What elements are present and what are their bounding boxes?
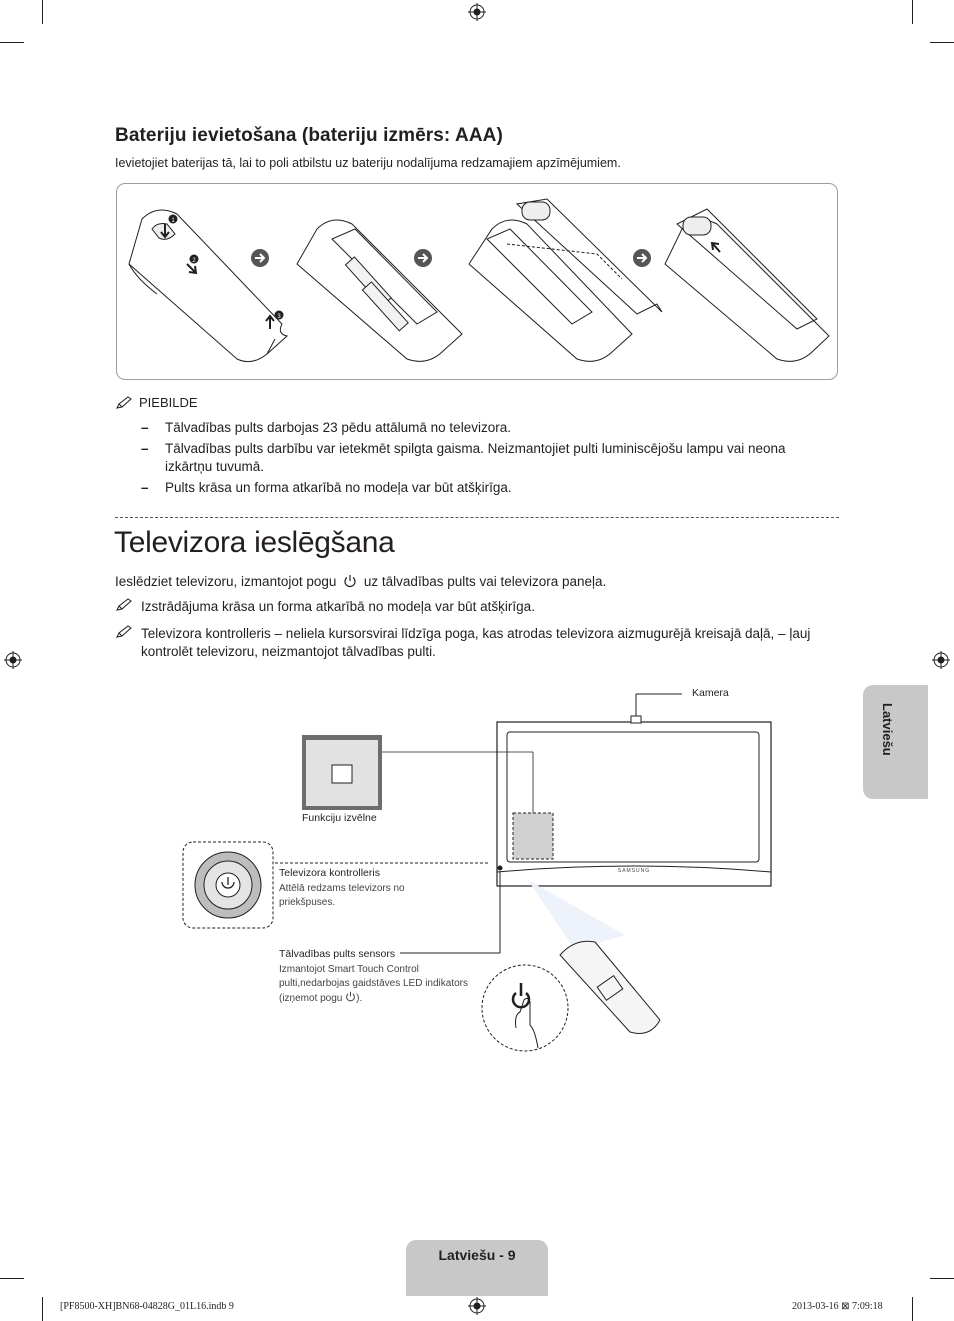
list-item: – Tālvadības pults darbojas 23 pēdu attālumā no televizora. [141, 420, 511, 435]
note-label: PIEBILDE [139, 395, 198, 410]
crop-mark [42, 0, 43, 24]
power-icon [345, 991, 356, 1002]
pencil-note [115, 625, 837, 661]
crop-mark [912, 1297, 913, 1321]
tv-section-title: Televizora ieslēgšana [114, 526, 395, 559]
crop-mark [930, 1278, 954, 1279]
battery-figure [116, 183, 838, 380]
file-info: [PF8500-XH]BN68-04828G_01L16.indb 9 [60, 1301, 234, 1312]
language-tab-label: Latviešu [880, 703, 895, 756]
note-text: Izstrādājuma krāsa un forma atkarībā no modeļa var būt atšķirīga. [141, 599, 535, 614]
battery-intro-text: Ievietojiet baterijas tā, lai to poli atbilstu uz bateriju nodalījuma redzamajiem apzīmējumiem. [115, 156, 621, 170]
tv-brand-logo: SAMSUNG [617, 868, 651, 874]
note-heading [115, 395, 198, 410]
page-number-tab [406, 1240, 548, 1296]
registration-mark-icon [4, 651, 22, 669]
body-text-part: Ieslēdziet televizoru, izmantojot pogu [115, 574, 337, 589]
section-divider [115, 517, 839, 518]
next-step-arrow-icon [414, 249, 432, 267]
controller-sub-label: Attēlā redzams televizors no priekšpuses. [279, 883, 405, 908]
note-text: Televizora kontrolleris – neliela kursorsvirai līdzīga poga, kas atrodas televizora aizmugurējā kreisajā daļā, – ļauj kontrolēt televizoru, neizmantojot tālvadības pulti. [141, 626, 811, 659]
body-text-part: uz tālvadības pults vai televizora paneļa. [363, 574, 607, 589]
crop-mark [0, 1278, 24, 1279]
sensor-sub-text: Izmantojot Smart Touch Control pulti,nedarbojas gaidstāves LED indikators (izņemot pogu [279, 964, 468, 1004]
crop-mark [42, 1297, 43, 1321]
step-marker-3: 3 [277, 314, 281, 320]
note-pencil-icon [115, 625, 133, 639]
crop-mark [0, 42, 24, 43]
crop-mark [930, 42, 954, 43]
note-text: Tālvadības pults darbojas 23 pēdu attālumā no televizora. [165, 420, 511, 435]
page-number-label: Latviešu - 9 [438, 1247, 516, 1263]
power-icon [343, 574, 357, 588]
step-marker-2: 2 [192, 258, 196, 264]
list-item: – Tālvadības pults darbību var ietekmēt spilgta gaisma. Neizmantojiet pulti luminiscējošu lampu vai neona izkārtņu tuvumā. [141, 441, 786, 474]
registration-mark-icon [468, 1297, 486, 1315]
registration-mark-icon [932, 651, 950, 669]
registration-mark-icon [468, 3, 486, 21]
note-text: Tālvadības pults darbību var ietekmēt spilgta gaisma. Neizmantojiet pulti luminiscējošu lampu vai neona izkārtņu tuvumā. [165, 441, 786, 474]
step-marker-1: 1 [171, 218, 175, 224]
camera-label: Kamera [692, 687, 729, 699]
step-markers [169, 215, 284, 321]
tv-diagram [180, 680, 780, 1060]
controller-label: Televizora kontrolleris [279, 867, 380, 879]
sensor-sub-text: ). [356, 993, 363, 1004]
note-text: Pults krāsa un forma atkarībā no modeļa var būt atšķirīga. [165, 480, 512, 495]
list-item: – Pults krāsa un forma atkarībā no modeļa var būt atšķirīga. [141, 480, 512, 495]
crop-mark [912, 0, 913, 24]
note-pencil-icon [115, 598, 133, 612]
function-menu-label: Funkciju izvēlne [302, 812, 377, 824]
sensor-label: Tālvadības pults sensors [279, 948, 396, 960]
next-step-arrow-icon [633, 249, 651, 267]
note-list [141, 419, 821, 500]
language-side-tab [863, 685, 928, 799]
pencil-note [115, 598, 835, 616]
date-info: 2013-03-16 ⊠ 7:09:18 [792, 1301, 883, 1312]
sensor-sub-label [279, 963, 474, 1006]
note-pencil-icon [115, 396, 133, 410]
next-step-arrow-icon [251, 249, 269, 267]
battery-steps-illustration [117, 184, 837, 379]
tv-body-text [115, 574, 606, 589]
battery-section-title: Bateriju ievietošana (bateriju izmērs: AAA) [115, 125, 503, 146]
